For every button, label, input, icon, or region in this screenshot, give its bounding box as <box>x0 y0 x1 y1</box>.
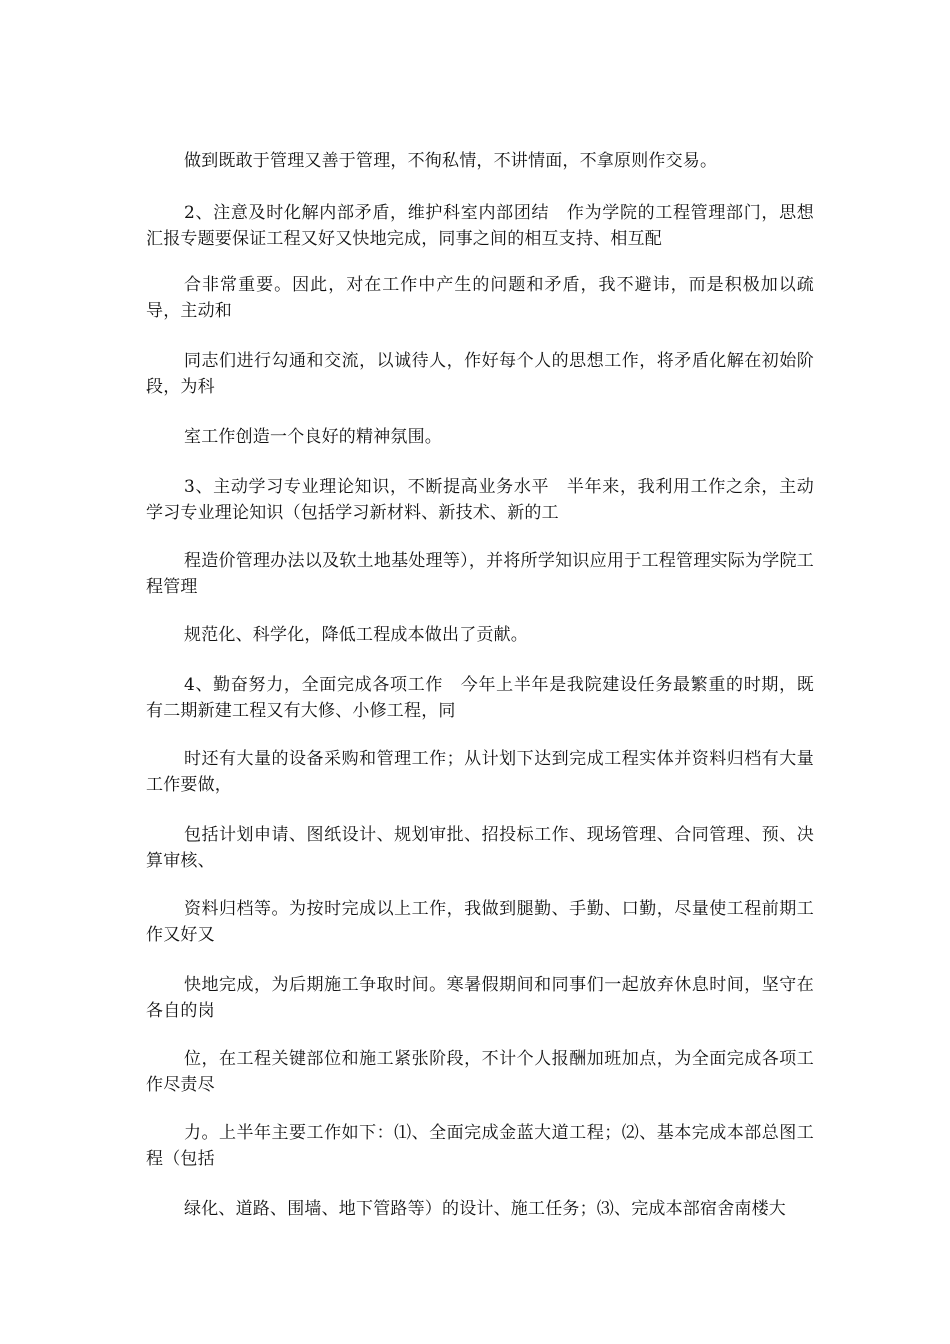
paragraph-7: 程造价管理办法以及软土地基处理等），并将所学知识应用于工程管理实际为学院工程管理 <box>146 551 814 597</box>
paragraph-3: 合非常重要。因此，对在工作中产生的问题和矛盾，我不避讳，而是积极加以疏导，主动和 <box>146 275 814 321</box>
paragraph-6: 3、主动学习专业理论知识，不断提高业务水平 半年来，我利用工作之余，主动学习专业理论知识（包括学习新材料、新技术、新的工 <box>146 477 814 523</box>
paragraph-8: 规范化、科学化，降低工程成本做出了贡献。 <box>184 625 528 645</box>
paragraph-4: 同志们进行勾通和交流，以诚待人，作好每个人的思想工作，将矛盾化解在初始阶段，为科 <box>146 351 814 397</box>
paragraph-5: 室工作创造一个良好的精神氛围。 <box>184 427 442 447</box>
paragraph-10: 时还有大量的设备采购和管理工作；从计划下达到完成工程实体并资料归档有大量工作要做， <box>146 749 814 795</box>
paragraph-9: 4、勤奋努力，全面完成各项工作 今年上半年是我院建设任务最繁重的时期，既有二期新建工程又有大修、小修工程，同 <box>146 675 814 721</box>
paragraph-14: 位，在工程关键部位和施工紧张阶段，不计个人报酬加班加点，为全面完成各项工作尽责尽 <box>146 1049 814 1095</box>
paragraph-15: 力。上半年主要工作如下：⑴、全面完成金蓝大道工程；⑵、基本完成本部总图工程（包括 <box>146 1123 814 1169</box>
paragraph-13: 快地完成，为后期施工争取时间。寒暑假期间和同事们一起放弃休息时间，坚守在各自的岗 <box>146 975 814 1021</box>
paragraph-1: 做到既敢于管理又善于管理，不徇私情，不讲情面，不拿原则作交易。 <box>184 151 718 171</box>
paragraph-12: 资料归档等。为按时完成以上工作，我做到腿勤、手勤、口勤，尽量使工程前期工作又好又 <box>146 899 814 945</box>
paragraph-16: 绿化、道路、围墙、地下管路等）的设计、施工任务；⑶、完成本部宿舍南楼大 <box>184 1199 786 1219</box>
paragraph-11: 包括计划申请、图纸设计、规划审批、招投标工作、现场管理、合同管理、预、决算审核、 <box>146 825 814 871</box>
paragraph-2: 2、注意及时化解内部矛盾，维护科室内部团结 作为学院的工程管理部门，思想汇报专题要保证工程又好又快地完成，同事之间的相互支持、相互配 <box>146 203 814 249</box>
